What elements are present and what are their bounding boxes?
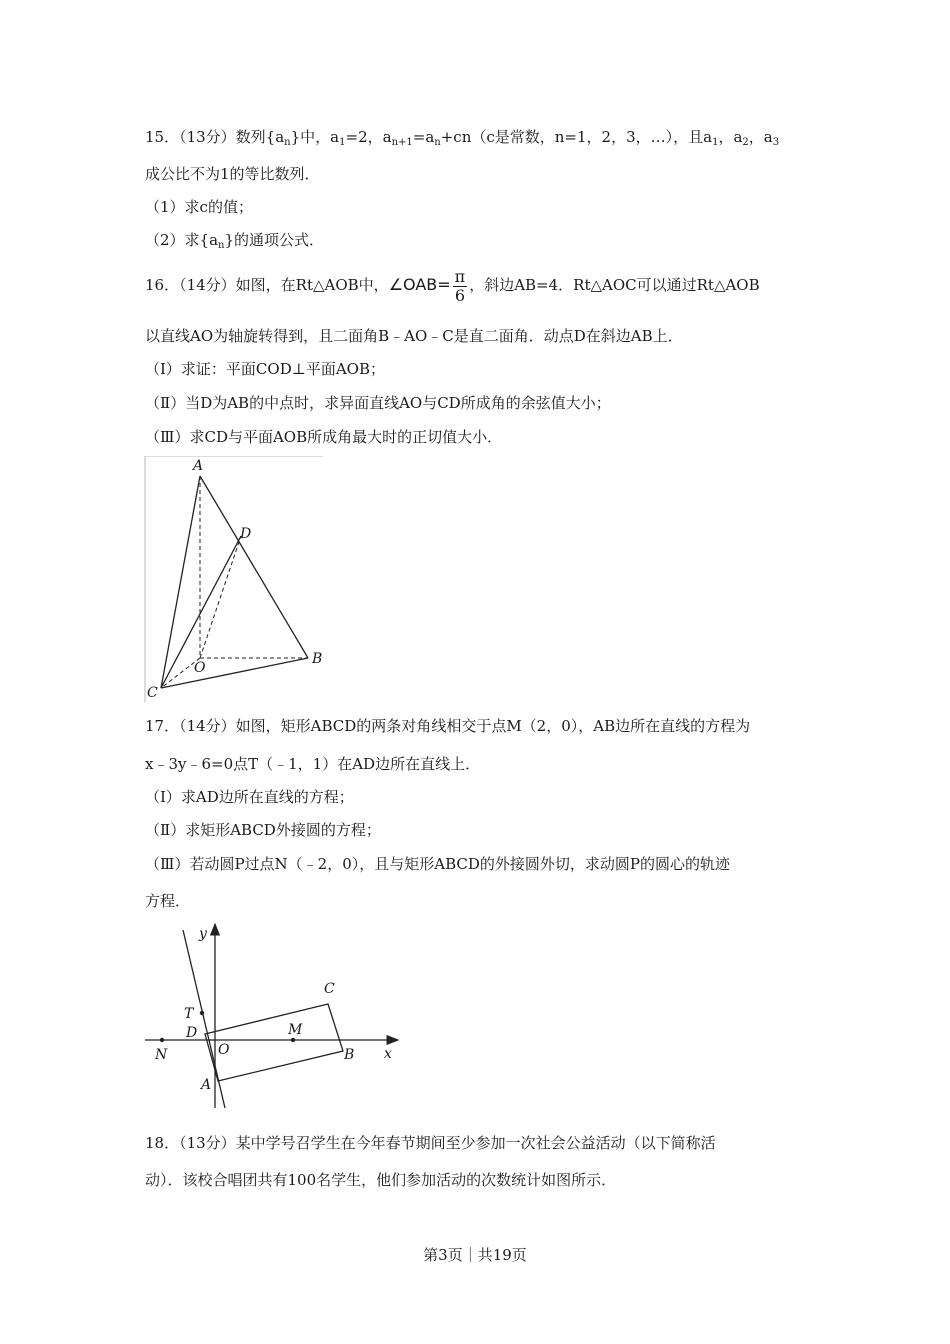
q17-part3-cont: 方程． [145, 892, 191, 910]
q17-part2: （Ⅱ）求矩形ABCD外接圆的方程； [145, 821, 381, 839]
q17-line1: 17．（14分）如图，矩形ABCD的两条对角线相交于点M（2，0），AB边所在直线的方程为 [145, 717, 751, 735]
q15-line1: 15．（13分）数列$\{a_n\}$中，$a_1=2$，$a_{n+1}=a_n+cn(c$是常数，n=1，2，3，…），且$a_1$，$a_2$，$a_3$ [145, 128, 780, 148]
q16-part2: （Ⅱ）当D为AB的中点时，求异面直线AO与CD所成角的余弦值大小； [145, 394, 611, 412]
label-C: C [324, 981, 335, 997]
q17-part3: （Ⅲ）若动圆P过点N（﹣2，0），且与矩形ABCD的外接圆外切，求动圆P的圆心的轨迹 [145, 855, 731, 873]
q18-line2: 动）．该校合唱团共有100名学生，他们参加活动的次数统计如图所示． [145, 1171, 617, 1189]
label-M: M [288, 1022, 303, 1038]
label-B: B [344, 1047, 355, 1063]
label-y: y [199, 926, 207, 942]
label-O: O [218, 1042, 230, 1058]
q16-figure [143, 456, 325, 702]
label-x: x [384, 1046, 392, 1062]
point-N [160, 1038, 164, 1042]
q15-part1: （1）求c的值； [145, 198, 253, 216]
label-C: C [147, 685, 158, 701]
q18-line1: 18．（13分）某中学号召学生在今年春节期间至少参加一次社会公益活动（以下简称活 [145, 1134, 716, 1152]
q15-line2: 成公比不为1的等比数列． [145, 165, 320, 183]
angle-expression: ∠OAB= [388, 275, 451, 294]
edge-AB [200, 476, 308, 658]
fraction-pi-6: $\frac{\pi}{6}$ [454, 266, 466, 305]
edge-CB [161, 658, 308, 688]
q16-part3: （Ⅲ）求CD与平面AOB所成角最大时的正切值大小． [145, 428, 503, 446]
label-T: T [184, 1006, 194, 1022]
label-O: O [194, 660, 206, 676]
label-A: A [201, 1077, 212, 1093]
q17-part1: （Ⅰ）求AD边所在直线的方程； [145, 788, 354, 806]
label-D: D [240, 526, 252, 542]
label-A: A [193, 458, 204, 474]
edge-OD [200, 536, 241, 658]
point-T [200, 1011, 204, 1015]
q16-part1: （Ⅰ）求证：平面COD⊥平面AOB； [145, 360, 385, 378]
label-N: N [155, 1047, 168, 1063]
q17-line2: x﹣3y﹣6=0点T（﹣1，1）在AD边所在直线上． [145, 755, 481, 773]
page-footer: 第3页｜共19页 [423, 1246, 527, 1264]
q17-figure [143, 918, 405, 1110]
label-D: D [186, 1025, 198, 1041]
label-B: B [312, 651, 323, 667]
edge-AC [161, 476, 200, 688]
q16-line2: 以直线AO为轴旋转得到，且二面角B﹣AO﹣C是直二面角．动点D在斜边AB上． [145, 327, 683, 345]
q15-part2: （2）求$\{a_n\}$的通项公式． [145, 231, 325, 251]
point-M [291, 1038, 295, 1042]
q16-line1: 16．（14分）如图，在Rt△AOB中，∠OAB= $\frac{\pi}{6}$ ，斜边AB=4．Rt△AOC可以通过Rt△AOB [145, 266, 760, 305]
